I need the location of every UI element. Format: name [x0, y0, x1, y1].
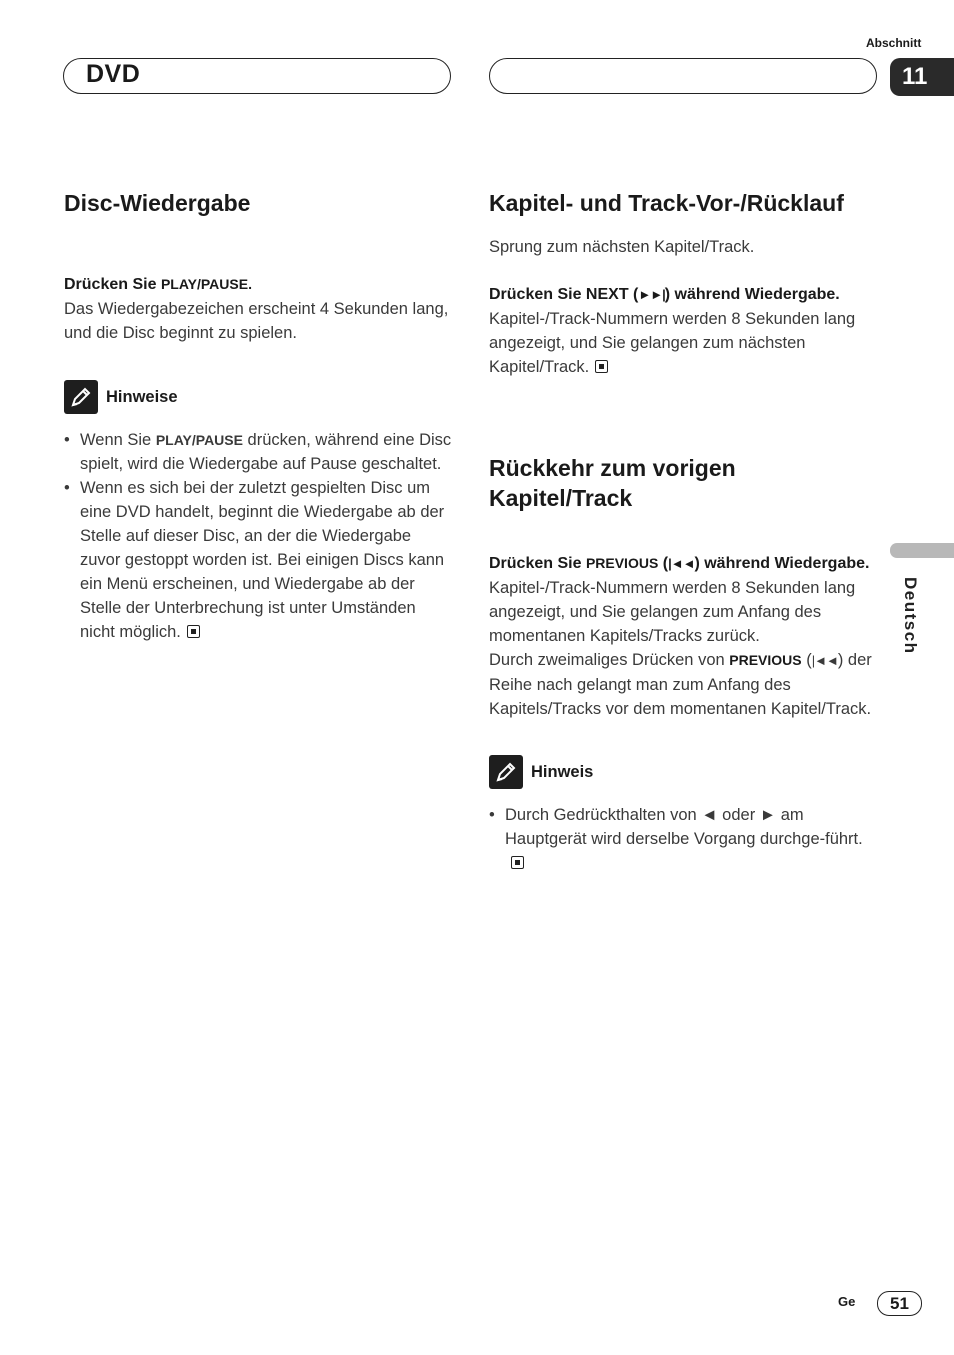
footer-language-code: Ge: [838, 1294, 856, 1309]
end-mark-icon: [595, 360, 608, 373]
pencil-icon: [64, 380, 98, 414]
heading-disc-wiedergabe: Disc-Wiedergabe: [64, 190, 251, 216]
previous-icon: |◄◄: [811, 653, 838, 668]
next-icon: ►►|: [638, 287, 665, 302]
body-previous-twice: Durch zweimaliges Drücken von PREVIOUS (|◄◄) der Reihe nach gelangt man zum Anfang des Kapitels/Tracks vor dem momentanen Kapitel/Track.: [489, 651, 872, 718]
page-number: 51: [877, 1291, 922, 1316]
body-previous: Kapitel-/Track-Nummern werden 8 Sekunden lang angezeigt, und Sie gelangen zum Anfang des momentanen Kapitels/Tracks zurück.: [489, 579, 856, 645]
end-mark-icon: [511, 856, 524, 869]
note-list: [489, 803, 881, 875]
note-header: [489, 755, 881, 789]
language-label: Deutsch: [901, 577, 920, 655]
list-item: • Durch Gedrückthalten von ◄ oder ► am Hauptgerät wird derselbe Vorgang durchge-führt.: [489, 803, 881, 875]
intro-next: Sprung zum nächsten Kapitel/Track.: [489, 238, 755, 256]
note-title: Hinweis: [531, 762, 594, 781]
end-mark-icon: [187, 625, 200, 638]
right-column: [489, 188, 881, 875]
language-tab: [890, 543, 954, 558]
instruction-next: Drücken Sie NEXT (►►|) während Wiedergabe.: [489, 286, 840, 303]
instruction-previous: Drücken Sie PREVIOUS (|◄◄) während Wiedergabe.: [489, 555, 870, 572]
notes-header: [64, 380, 454, 414]
list-item: • Wenn Sie PLAY/PAUSE drücken, während eine Disc spielt, wird die Wiedergabe auf Pause geschaltet.: [64, 428, 454, 476]
list-item: • Wenn es sich bei der zuletzt gespielten Disc um eine DVD handelt, beginnt die Wiedergabe ab der Stelle auf dieser Disc, an der die Wiedergabe zuvor gestoppt worden ist. Bei einigen Discs kann ein Menü erscheinen, und Wiedergabe ab der Stelle der Unterbrechung ist unter Umständen nicht möglich.: [64, 476, 454, 644]
heading-rueckkehr: Rückkehr zum vorigen Kapitel/Track: [489, 455, 736, 511]
body-next: Kapitel-/Track-Nummern werden 8 Sekunden lang angezeigt, und Sie gelangen zum nächsten Kapitel/Track.: [489, 310, 856, 376]
previous-icon: |◄◄: [668, 556, 695, 571]
chapter-subtitle-bar: [489, 58, 877, 94]
notes-list: [64, 428, 454, 644]
notes-title: Hinweise: [106, 387, 178, 406]
instruction-play-pause: Drücken Sie PLAY/PAUSE.: [64, 276, 252, 293]
body-play-pause: Das Wiedergabezeichen erscheint 4 Sekunden lang, und die Disc beginnt zu spielen.: [64, 300, 449, 342]
left-column: [64, 188, 454, 644]
chapter-title-bar: [63, 58, 451, 94]
section-label: Abschnitt: [866, 36, 922, 50]
section-number: 11: [890, 58, 954, 96]
chapter-title: DVD: [86, 60, 141, 88]
pencil-icon: [489, 755, 523, 789]
heading-kapitel-track: Kapitel- und Track-Vor-/Rücklauf: [489, 190, 844, 216]
